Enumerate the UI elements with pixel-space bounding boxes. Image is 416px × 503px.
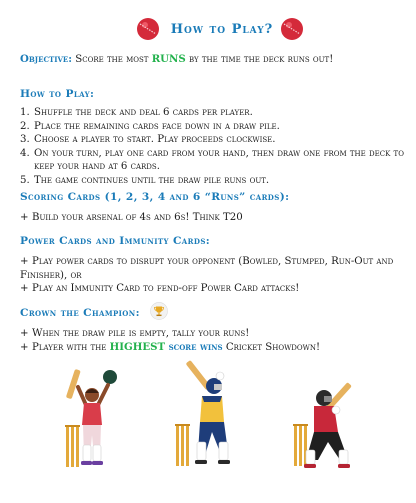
cricketer-sweep-shot-illustration bbox=[284, 380, 364, 472]
objective-highlight: RUNS bbox=[151, 53, 186, 65]
list-item: 4. On your turn, play one card from your hand, then draw one from the deck to keep your hand at 6 cards. bbox=[20, 147, 404, 172]
cricket-ball-icon bbox=[280, 17, 304, 41]
how-to-play-steps bbox=[20, 106, 405, 187]
scoring-heading: Scoring Cards (1, 2, 3, 4 and 6 “Runs” cards): bbox=[20, 191, 290, 203]
list-item: 1. Shuffle the deck and deal 6 cards per player. bbox=[20, 107, 253, 118]
list-item: + Build your arsenal of 4s and 6s! Think T20 bbox=[20, 212, 243, 223]
objective-text-before: Score the most bbox=[72, 54, 152, 65]
objective-paragraph bbox=[20, 53, 400, 67]
cricket-ball-icon bbox=[136, 17, 160, 41]
how-to-play-heading: How to Play: bbox=[20, 88, 95, 100]
list-item: + Player with the HIGHEST score wins Cricket Showdown! bbox=[20, 341, 321, 353]
power-cards-heading: Power Cards and Immunity Cards: bbox=[20, 235, 211, 247]
cricketer-celebrating-illustration bbox=[58, 365, 126, 471]
list-item: + Play power cards to disrupt your opponent (Bowled, Stumped, Run-Out and Finisher), or bbox=[20, 256, 394, 281]
objective-label: Objective: bbox=[20, 53, 73, 65]
list-item: + When the draw pile is empty, tally your runs! bbox=[20, 328, 250, 339]
trophy-icon bbox=[150, 302, 168, 320]
cricketer-batting-illustration bbox=[170, 356, 244, 470]
objective-text-after: by the time the deck runs out! bbox=[185, 54, 334, 65]
list-item: 5. The game continues until the draw pile runs out. bbox=[20, 174, 270, 186]
champion-heading: Crown the Champion: bbox=[20, 304, 168, 322]
list-item: + Play an Immunity Card to fend-off Power Card attacks! bbox=[20, 283, 300, 294]
list-item: 3. Choose a player to start. Play proceeds clockwise. bbox=[20, 134, 276, 145]
list-item: 2. Place the remaining cards face down in a draw pile. bbox=[20, 120, 280, 132]
page-title: How to Play? bbox=[170, 22, 274, 37]
title-row bbox=[0, 13, 416, 47]
